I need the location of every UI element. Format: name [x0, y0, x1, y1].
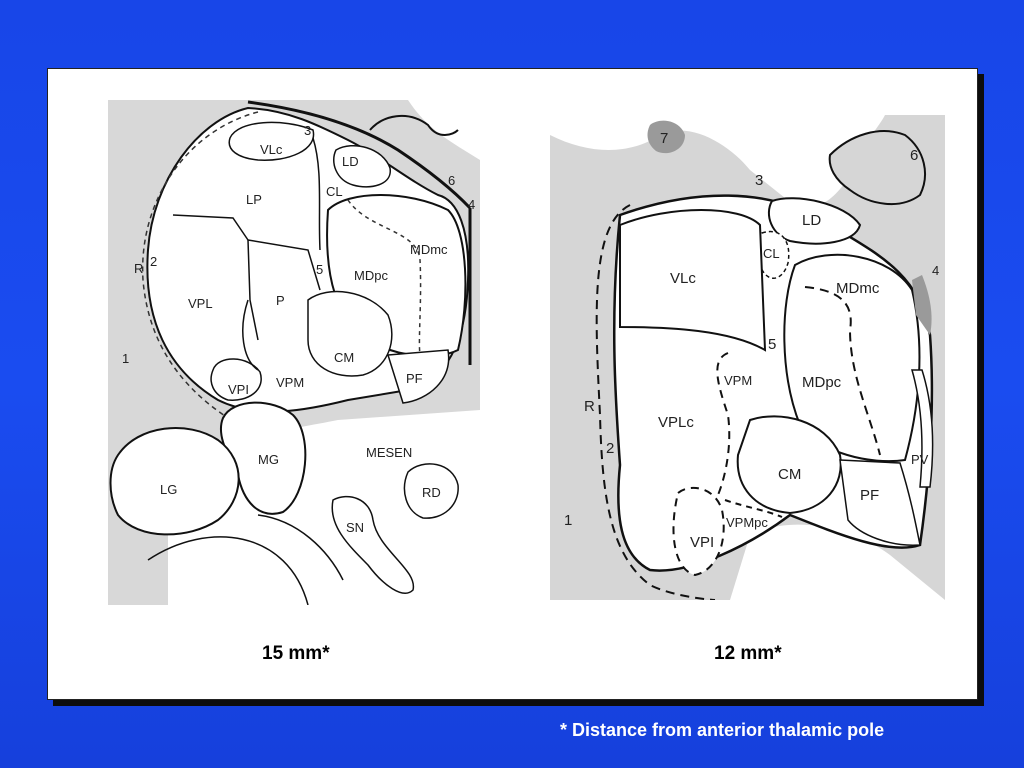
- left-label-r: R: [134, 261, 144, 276]
- left-label-vlc: VLc: [260, 142, 283, 157]
- left-label-cm: CM: [334, 350, 355, 365]
- right-label-vlc: VLc: [670, 270, 696, 287]
- left-label-vpi: VPI: [228, 382, 249, 397]
- left-label-n4: 4: [468, 197, 476, 212]
- right-label-n5: 5: [768, 336, 777, 353]
- footnote: * Distance from anterior thalamic pole: [560, 720, 885, 740]
- left-label-mdmc: MDmc: [410, 242, 448, 257]
- left-thalamus-section: [108, 100, 480, 605]
- right-label-cm: CM: [778, 466, 802, 483]
- right-caption: 12 mm*: [714, 643, 782, 664]
- right-label-r: R: [584, 398, 595, 415]
- right-label-mdmc: MDmc: [836, 280, 880, 297]
- left-label-vpl: VPL: [188, 296, 213, 311]
- right-label-n3: 3: [755, 172, 764, 189]
- left-label-n2: 2: [150, 254, 158, 269]
- left-label-vpm: VPM: [276, 375, 305, 390]
- left-label-p: P: [276, 293, 285, 308]
- left-label-mg: MG: [258, 452, 279, 467]
- left-label-n1: 1: [122, 351, 130, 366]
- right-label-vpmpc: VPMpc: [726, 515, 768, 530]
- right-label-vplc: VPLc: [658, 414, 694, 431]
- left-label-n6: 6: [448, 173, 456, 188]
- left-label-mesen: MESEN: [366, 445, 413, 460]
- right-label-vpm: VPM: [724, 373, 753, 388]
- left-label-ld: LD: [342, 154, 359, 169]
- right-label-n2: 2: [606, 440, 615, 457]
- left-label-n5: 5: [316, 262, 324, 277]
- left-label-rd: RD: [422, 485, 441, 500]
- right-label-cl: CL: [763, 246, 780, 261]
- left-label-lg: LG: [160, 482, 178, 497]
- right-label-pf: PF: [860, 487, 880, 504]
- right-label-n1: 1: [564, 512, 573, 529]
- left-label-mdpc: MDpc: [354, 268, 388, 283]
- right-thalamus-section: [550, 115, 945, 600]
- left-label-pf: PF: [406, 371, 423, 386]
- right-label-n4: 4: [932, 263, 940, 278]
- right-label-mdpc: MDpc: [802, 374, 842, 391]
- left-caption: 15 mm*: [262, 643, 330, 664]
- right-label-n7: 7: [660, 130, 669, 147]
- right-label-vpi: VPI: [690, 534, 715, 551]
- left-label-n3: 3: [304, 123, 312, 138]
- right-label-ld: LD: [802, 212, 822, 229]
- right-label-pv: PV: [911, 452, 929, 467]
- left-label-lp: LP: [246, 192, 262, 207]
- left-label-cl: CL: [326, 184, 343, 199]
- left-label-sn: SN: [346, 520, 365, 535]
- right-label-n6: 6: [910, 147, 919, 164]
